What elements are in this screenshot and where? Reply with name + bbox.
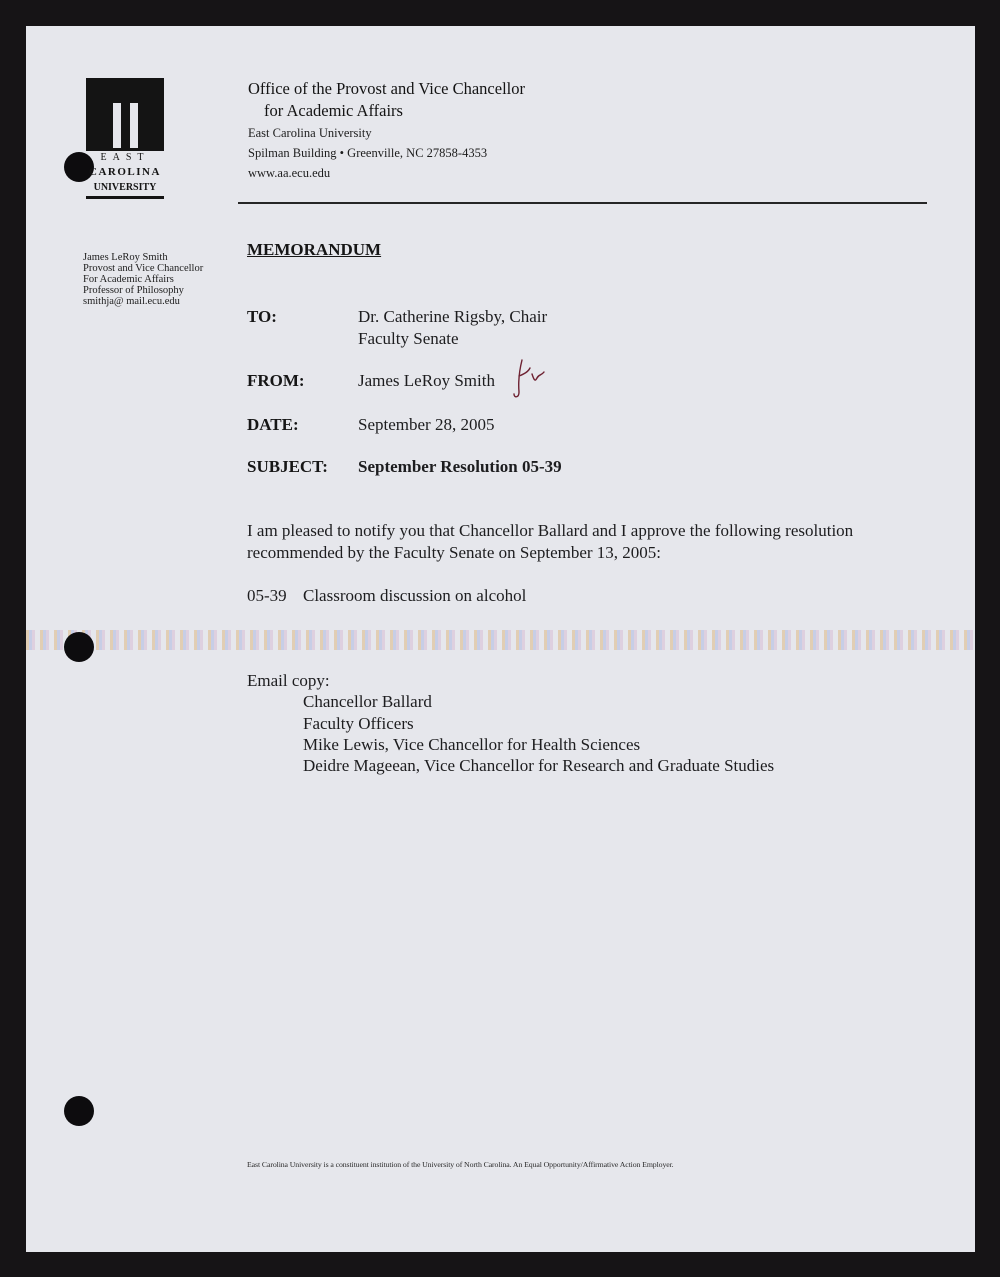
office-website: www.aa.ecu.edu [248,166,331,180]
letterhead-divider [238,202,927,204]
sender-email: smithja@ mail.ecu.edu [83,296,180,307]
sender-title-3: Professor of Philosophy [83,285,184,296]
signature-initials-icon [510,356,550,402]
office-address: Spilman Building • Greenville, NC 27858-4353 [248,146,488,160]
punch-hole-bottom [64,1096,94,1126]
sender-name: James LeRoy Smith [83,252,168,263]
body-line-2: recommended by the Faculty Senate on September 13, 2005: [247,543,662,562]
to-label: TO: [247,307,277,326]
university-name: East Carolina University [248,126,372,140]
logo-word-carolina: CAROLINA [89,166,161,178]
to-line-2: Faculty Senate [358,329,459,348]
footer-disclaimer: East Carolina University is a constituent institution of the University of North Carolina. An Equal Opportunity/Affirmative Action Employer. [247,1160,674,1169]
cc-item: Deidre Mageean, Vice Chancellor for Research and Graduate Studies [303,756,775,775]
body-line-1: I am pleased to notify you that Chancellor Ballard and I approve the following resolution [247,521,854,540]
date-label: DATE: [247,415,299,434]
logo-word-east: EAST [100,152,150,163]
to-line-1: Dr. Catherine Rigsby, Chair [358,307,548,326]
memo-page [26,26,975,1252]
office-title-line1: Office of the Provost and Vice Chancellor [248,79,525,98]
subject-value: September Resolution 05-39 [358,457,562,476]
logo-word-university: UNIVERSITY [93,182,157,193]
date-value: September 28, 2005 [358,415,495,434]
resolution-title: Classroom discussion on alcohol [303,586,527,605]
cc-item: Faculty Officers [303,714,414,733]
cc-item: Mike Lewis, Vice Chancellor for Health Sciences [303,735,641,754]
cc-label: Email copy: [247,671,330,690]
resolution-number: 05-39 [247,586,287,605]
memo-heading: MEMORANDUM [247,240,382,259]
sender-title-2: For Academic Affairs [83,274,174,285]
cc-item: Chancellor Ballard [303,692,432,711]
punch-hole-middle [64,632,94,662]
office-title [248,78,525,122]
sender-title-1: Provost and Vice Chancellor [83,263,204,274]
body-paragraph [247,520,853,564]
from-label: FROM: [247,371,305,390]
office-title-line2: for Academic Affairs [264,101,403,120]
scan-artifact-band [26,630,975,650]
sender-info-block [83,252,203,307]
from-value: James LeRoy Smith [358,371,495,390]
subject-label: SUBJECT: [247,457,328,476]
